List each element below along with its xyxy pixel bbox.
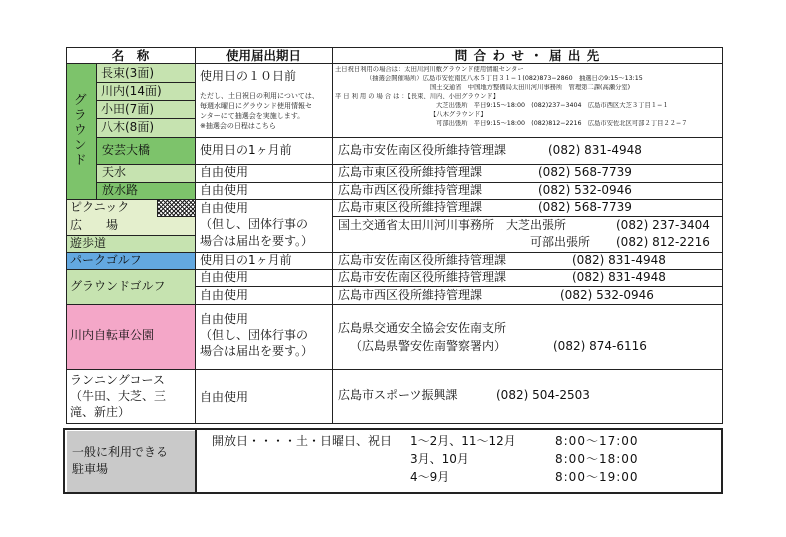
aki-period: 使用日の1ヶ月前 xyxy=(200,143,292,157)
park-golf-contact: 広島市安佐南区役所維持管理課 xyxy=(338,253,507,267)
hosui-name: 放水路 xyxy=(102,183,139,197)
picnic-tel-3: (082) 812-2216 xyxy=(616,235,710,249)
ground-contact-line-4: 平 日 利 用 の 場 合 は ：【長束、川内、小田グラウンド】 xyxy=(335,93,499,100)
park-golf-period: 使用日の1ヶ月前 xyxy=(200,253,292,267)
picnic-contact-3: 可部出張所 xyxy=(530,235,591,249)
parking-row-2-hours: 8:00〜18:00 xyxy=(555,452,639,466)
running-contact: 広島市スポーツ振興課 xyxy=(338,388,458,402)
header-contact: 問 合 わ せ ・ 届 出 先 xyxy=(454,48,601,63)
picnic-period-1: 自由使用 xyxy=(200,201,249,215)
running-name-1: ランニングコース xyxy=(70,373,165,387)
picnic-contact-2: 国土交通省太田川河川事務所 大芝出張所 xyxy=(338,218,567,232)
parking-label-1: 一般に利用できる xyxy=(72,445,169,459)
tenma-contact: 広島市東区役所維持管理課 xyxy=(338,165,483,179)
aki-tel: (082) 831-4948 xyxy=(548,143,642,157)
ground-sub-yagi: 八木(8面) xyxy=(101,120,154,134)
picnic-period-2: （但し、団体行事の xyxy=(200,217,309,231)
ground-vertical-label: グラウンド xyxy=(74,92,87,167)
ground-contact-line-7: 可部出張所 平日9:15〜18:00 (082)812−2216 広島市安佐北区可部２丁目２２−７ xyxy=(436,120,688,127)
ground-sub-kawauchi: 川内(14面) xyxy=(101,84,162,98)
ground-golf-period-2: 自由使用 xyxy=(200,288,249,302)
ground-period-title: 使用日の１０日前 xyxy=(200,69,297,83)
tenma-tel: (082) 568-7739 xyxy=(538,165,632,179)
aki-name: 安芸大橋 xyxy=(102,143,151,157)
picnic-tel-1: (082) 568-7739 xyxy=(538,200,632,214)
ground-golf-tel-1: (082) 831-4948 xyxy=(572,270,666,284)
picnic-period-3: 場合は届出を要す。） xyxy=(200,234,314,248)
ground-period-note-1: ただし、土日祝日の利用については、 xyxy=(200,92,319,100)
cycle-period-1: 自由使用 xyxy=(200,312,249,326)
ground-contact-line-2: （抽選会開催場所）広島市安佐南区八木５丁目３１−１(082)873−2860 抽選日の9:15〜13:15 xyxy=(366,75,643,82)
picnic-name-1: ピクニック xyxy=(70,200,130,214)
ground-sub-nagatsuka: 長束(3面) xyxy=(101,66,154,80)
cycle-contact-1: 広島県交通安全協会安佐南支所 xyxy=(338,321,507,335)
running-period: 自由使用 xyxy=(200,390,249,404)
ground-period-note-4[interactable]: ※抽選会の日程はこちら xyxy=(200,122,276,130)
tenma-name: 天水 xyxy=(102,165,127,179)
running-name-2: （牛田、大芝、三 xyxy=(70,389,167,403)
ground-period-note-2: 毎週水曜日にグラウンド使用情報セ xyxy=(200,102,312,110)
park-golf-name: パークゴルフ xyxy=(70,253,142,267)
hosui-period: 自由使用 xyxy=(200,183,249,197)
ground-golf-tel-2: (082) 532-0946 xyxy=(560,288,654,302)
parking-label-2: 駐車場 xyxy=(72,462,109,476)
cycle-tel: (082) 874-6116 xyxy=(553,339,647,353)
ground-period-note-3: ンターにて抽選会を実施します。 xyxy=(200,112,305,120)
cycle-contact-2: （広島県警安佐南警察署内） xyxy=(350,339,507,353)
parking-row-3-hours: 8:00〜19:00 xyxy=(555,470,639,484)
picnic-tel-2: (082) 237-3404 xyxy=(616,218,710,232)
cycle-period-2: （但し、団体行事の xyxy=(200,328,309,342)
picnic-name-2: 広 場 xyxy=(70,218,119,232)
header-period: 使用届出期日 xyxy=(225,48,301,63)
parking-row-3-months: 4〜9月 xyxy=(410,470,450,484)
running-tel: (082) 504-2503 xyxy=(496,388,590,402)
ground-sub-oda: 小田(7面) xyxy=(101,102,154,116)
ground-contact-line-6: 【八木グラウンド】 xyxy=(430,111,487,118)
tenma-period: 自由使用 xyxy=(200,165,249,179)
ground-golf-period-1: 自由使用 xyxy=(200,270,249,284)
hosui-tel: (082) 532-0946 xyxy=(538,183,632,197)
cycle-name: 川内自転車公園 xyxy=(70,328,155,342)
parking-row-2-months: 3月、10月 xyxy=(410,452,469,466)
picnic-name-3: 遊歩道 xyxy=(70,236,107,250)
ground-contact-line-5: 大芝出張所 平日9:15〜18:00 (082)237−3404 広島市西区大芝３丁目１−１ xyxy=(436,102,669,109)
aki-contact: 広島市安佐南区役所維持管理課 xyxy=(338,143,507,157)
header-name: 名 称 xyxy=(111,48,150,63)
parking-row-1-months: 1〜2月、11〜12月 xyxy=(410,434,516,448)
parking-row-1-hours: 8:00〜17:00 xyxy=(555,434,639,448)
ground-contact-line-3: 国土交通省 中国地方整備局太田川河川事務所 管理第二課(高瀬分室) xyxy=(430,84,631,91)
ground-contact-line-1: 土日祝日利用の場合は：太田川河川敷グラウンド使用情報センター xyxy=(335,66,524,73)
park-golf-tel: (082) 831-4948 xyxy=(572,253,666,267)
ground-golf-contact-1: 広島市安佐南区役所維持管理課 xyxy=(338,270,507,284)
ground-golf-name: グラウンドゴルフ xyxy=(70,279,166,293)
hosui-contact: 広島市西区役所維持管理課 xyxy=(338,183,483,197)
picnic-contact-1: 広島市東区役所維持管理課 xyxy=(338,200,483,214)
running-name-3: 滝、新庄） xyxy=(70,405,131,419)
parking-open-label: 開放日・・・・土・日曜日、祝日 xyxy=(212,434,393,448)
cycle-period-3: 場合は届出を要す。） xyxy=(200,344,314,358)
ground-golf-contact-2: 広島市西区役所維持管理課 xyxy=(338,288,483,302)
